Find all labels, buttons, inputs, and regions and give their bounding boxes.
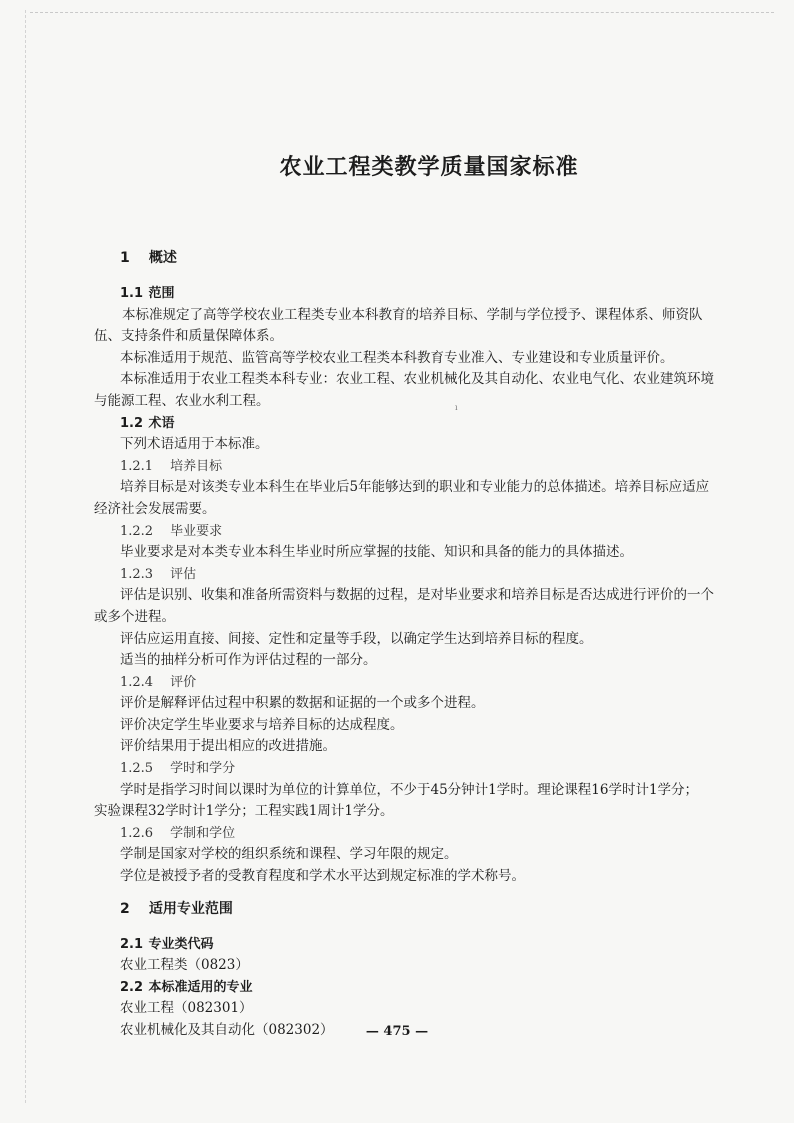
paragraph-line: 评价决定学生毕业要求与培养目标的达成程度。: [120, 716, 404, 733]
paragraph-line: 实验课程32学时计1学分；工程实践1周计1学分。: [94, 803, 394, 820]
section-1-heading: [120, 247, 738, 269]
section-number: 1.1: [120, 286, 144, 301]
paragraph-line: 学制是国家对学校的组织系统和课程、学习年限的规定。: [120, 846, 458, 863]
section-label: 适用专业范围: [148, 900, 233, 917]
section-2-1-heading: [120, 934, 738, 956]
section-1-1-heading: [120, 283, 738, 305]
section-1-2-4-heading: [120, 672, 738, 694]
scan-edge-top: [30, 12, 774, 14]
paragraph-line: 农业机械化及其自动化（082302）: [120, 1022, 334, 1038]
section-number: 1.2.4: [120, 674, 154, 690]
section-number: 1: [120, 250, 130, 266]
paragraph-line: 本标准适用于规范、监管高等学校农业工程类本科教育专业准入、专业建设和专业质量评价。: [120, 349, 674, 366]
section-label: 培养目标: [170, 458, 223, 474]
section-number: 1.2: [120, 415, 144, 431]
section-2-heading: [120, 898, 738, 920]
paragraph-line: 学时是指学习时间以课时为单位的计算单位，不少于45分钟计1学时。理论课程16学时计1学分；: [120, 781, 699, 798]
page-number: — 475 —: [365, 1024, 429, 1039]
paragraph-line: 评价是解释评估过程中积累的数据和证据的一个或多个进程。: [120, 695, 485, 712]
section-label: 学时和学分: [170, 761, 236, 777]
paragraph-line: 学位是被授予者的受教育程度和学术水平达到规定标准的学术称号。: [120, 868, 525, 885]
paragraph-line: 农业工程（082301）: [120, 1000, 253, 1017]
section-1-2-5-heading: [120, 758, 738, 780]
paragraph-line: 评估应运用直接、间接、定性和定量等手段，以确定学生达到培养目标的程度。: [120, 630, 593, 647]
document-page: [94, 150, 738, 1042]
scan-edge-left: [25, 10, 27, 1103]
section-number: 1.2.5: [120, 761, 154, 777]
section-2-2-heading: [120, 977, 738, 999]
paragraph-line: 下列术语适用于本标准。: [120, 436, 269, 453]
paragraph-line: 农业工程类（0823）: [120, 957, 249, 974]
section-label: 本标准适用的专业: [148, 979, 253, 995]
paragraph-line: 伍、支持条件和质量保障体系。: [94, 328, 283, 345]
stray-mark: ı: [455, 403, 458, 412]
paragraph-line: 培养目标是对该类专业本科生在毕业后5年能够达到的职业和专业能力的总体描述。培养目标应适应: [120, 479, 710, 496]
section-label: 评价: [170, 674, 197, 690]
section-number: 1.2.1: [120, 458, 154, 474]
section-number: 2.2: [120, 979, 144, 995]
paragraph-line: 或多个进程。: [94, 608, 175, 625]
paragraph-line: 毕业要求是对本类专业本科生毕业时所应掌握的技能、知识和具备的能力的具体描述。: [120, 544, 633, 561]
section-1-2-3-heading: [120, 564, 738, 586]
section-label: 专业类代码: [148, 936, 214, 952]
section-number: 2: [120, 900, 130, 917]
section-1-2-2-heading: [120, 521, 738, 543]
section-1-2-6-heading: [120, 823, 738, 845]
section-number: 1.2.2: [120, 523, 154, 539]
section-number: 2.1: [120, 936, 144, 952]
section-1-2-1-heading: [120, 456, 738, 478]
section-label: 概述: [148, 250, 177, 266]
section-label: 学制和学位: [170, 825, 236, 841]
paragraph-line: 与能源工程、农业水利工程。: [94, 392, 270, 409]
paragraph-line: 经济社会发展需要。: [94, 500, 216, 517]
section-number: 1.2.3: [120, 566, 154, 582]
section-label: 范围: [148, 286, 175, 301]
paragraph-line: 评价结果用于提出相应的改进措施。: [120, 738, 336, 755]
paragraph-line: 适当的抽样分析可作为评估过程的一部分。: [120, 652, 377, 669]
paragraph-line: 本标准适用于农业工程类本科专业：农业工程、农业机械化及其自动化、农业电气化、农业建筑环境: [120, 371, 714, 388]
document-title: 农业工程类教学质量国家标准: [279, 155, 579, 180]
paragraph-line: 评估是识别、收集和准备所需资料与数据的过程，是对毕业要求和培养目标是否达成进行评价的一个: [120, 587, 714, 604]
section-label: 术语: [148, 415, 175, 431]
paragraph-line: 本标准规定了高等学校农业工程类专业本科教育的培养目标、学制与学位授予、课程体系、师资队: [122, 306, 703, 323]
section-label: 评估: [170, 566, 197, 582]
section-label: 毕业要求: [170, 523, 223, 539]
section-number: 1.2.6: [120, 825, 154, 841]
section-1-2-heading: [120, 413, 738, 435]
